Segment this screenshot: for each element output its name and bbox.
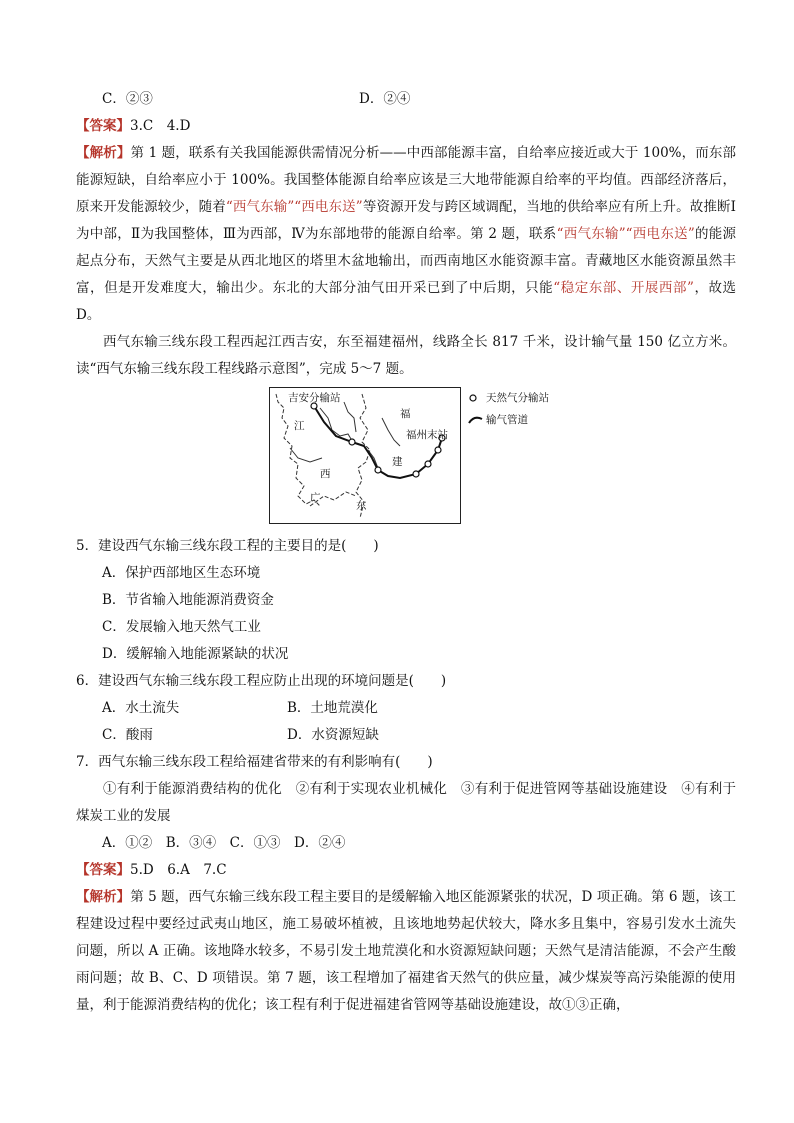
q6-option-d: D．水资源短缺 <box>287 727 379 743</box>
river-4 <box>290 448 322 462</box>
station <box>349 439 355 445</box>
answer-tag: 【答案】 <box>76 118 130 134</box>
pipeline-map <box>269 387 461 524</box>
analysis-block-2 <box>76 884 736 1019</box>
analysis-highlight-3: “稳定东部、开展西部” <box>553 280 694 296</box>
analysis-tag: 【解析】 <box>76 145 131 161</box>
label-end-station: 福州末站 <box>406 429 448 441</box>
legend-station-row <box>468 387 588 409</box>
material-intro: 西气东输三线东段工程西起江西吉安，东至福建福州，线路全长 817 千米，设计输气量 150 亿立方米。读“西气东输三线东段工程线路示意图”，完成 5～7 题。 <box>76 334 736 377</box>
label-jiang: 江 <box>294 420 305 432</box>
pipeline-symbol-icon <box>468 414 484 426</box>
analysis-block-1 <box>76 140 736 329</box>
label-xi: 西 <box>320 468 331 480</box>
label-dong: 东 <box>356 500 367 512</box>
station <box>413 471 419 477</box>
pipeline-figure <box>76 387 736 527</box>
q6-stem: 6．建设西气东输三线东段工程应防止出现的环境问题是( ) <box>76 673 447 689</box>
q6-option-b: B．土地荒漠化 <box>287 700 378 716</box>
station <box>375 467 381 473</box>
answer-tag: 【答案】 <box>76 862 130 878</box>
analysis-highlight-1: “西气东输”“西电东送” <box>225 199 363 215</box>
q7-body: ①有利于能源消费结构的优化 ②有利于实现农业机械化 ③有利于促进管网等基础设施建设 ④有利于煤炭工业的发展 <box>76 781 736 824</box>
q5-stem: 5．建设西气东输三线东段工程的主要目的是( ) <box>76 538 379 554</box>
analysis-text-3: 的能源起点分布，天然气主要是从西北地区的塔里木盆地输出，而西南地区水能资源丰富。青藏地区水能资源虽然丰富，但是开发难度大，输出少。东北的大部分油气田开采已到了中后期，只能 <box>76 226 737 296</box>
station-symbol-icon <box>468 392 480 404</box>
q4-option-c: C．②③ <box>102 91 153 107</box>
station <box>425 461 431 467</box>
station <box>435 447 441 453</box>
q5-option-a: A．保护西部地区生态环境 <box>102 565 261 581</box>
label-fu: 福 <box>400 408 411 420</box>
q7-stem: 7．西气东输三线东段工程给福建省带来的有利影响有( ) <box>76 754 433 770</box>
map-legend <box>468 387 588 431</box>
document-page <box>76 86 736 1019</box>
q5-option-b: B．节省输入地能源消费资金 <box>102 592 274 608</box>
q7-options: A．①② B．③④ C．①③ D．②④ <box>102 835 346 851</box>
q6-options-row-1 <box>76 695 736 722</box>
q6-option-a: A．水土流失 <box>102 700 180 716</box>
analysis-highlight-2: “西气东输”“西电东送” <box>556 226 695 242</box>
legend-station-label: 天然气分输站 <box>486 392 549 404</box>
q4-options-row <box>76 86 736 113</box>
q6-option-c: C．酸雨 <box>102 727 153 743</box>
river-3 <box>382 418 400 446</box>
q5-option-d: D．缓解输入地能源紧缺的状况 <box>102 646 289 662</box>
analysis-text-4: ，故选 D。 <box>76 280 737 323</box>
legend-pipe-row <box>468 409 588 431</box>
answer-block-1 <box>76 113 736 140</box>
legend-pipe-label: 输气管道 <box>486 414 528 426</box>
label-guang: 广 <box>310 492 321 504</box>
analysis-text-2: 等资源开发与跨区域调配，当地的供给率应有所上升。故推断Ⅰ为中部，Ⅱ为我国整体，Ⅲ为西部，Ⅳ为东部地带的能源自给率。第 2 题，联系 <box>76 199 736 242</box>
analysis-text-1: 第 1 题，联系有关我国能源供需情况分析——中西部能源丰富，自给率应接近或大于 100%，而东部能源短缺，自给率应小于 100%。我国整体能源自给率应该是三大地带能源自给率的平均值。西部经济落后，原来开发能源较少，随着 <box>76 145 737 215</box>
answer-text: 3.C 4.D <box>130 118 191 134</box>
q4-option-d: D．②④ <box>359 91 411 107</box>
analysis-text: 第 5 题，西气东输三线东段工程主要目的是缓解输入地区能源紧张的状况，D 项正确。第 6 题，该工程建设过程中要经过武夷山地区，施工易破坏植被，且该地地势起伏较大，降水多且集中，容易引发水土流失问题，所以 A 正确。该地降水较多，不易引发土地荒漠化和水资源短缺问题；天然气是清洁能源，不会产生酸雨问题；故 B、C、D 项错误。第 7 题，该工程增加了福建省天然气的供应量，减少煤炭等高污染能源的使用量，利于能源消费结构的优化；该工程有利于促进福建省管网等基础设施建设，故①③正确， <box>76 889 736 1013</box>
analysis-tag: 【解析】 <box>76 889 131 905</box>
river-2 <box>344 402 356 432</box>
q6-options-row-2 <box>76 722 736 749</box>
answer-text: 5.D 6.A 7.C <box>130 862 227 878</box>
q5-option-c: C．发展输入地天然气工业 <box>102 619 261 635</box>
label-jian: 建 <box>392 456 403 468</box>
answer-block-2 <box>76 857 736 884</box>
label-start-station: 吉安分输站 <box>288 392 341 404</box>
boundary-west <box>276 394 320 506</box>
